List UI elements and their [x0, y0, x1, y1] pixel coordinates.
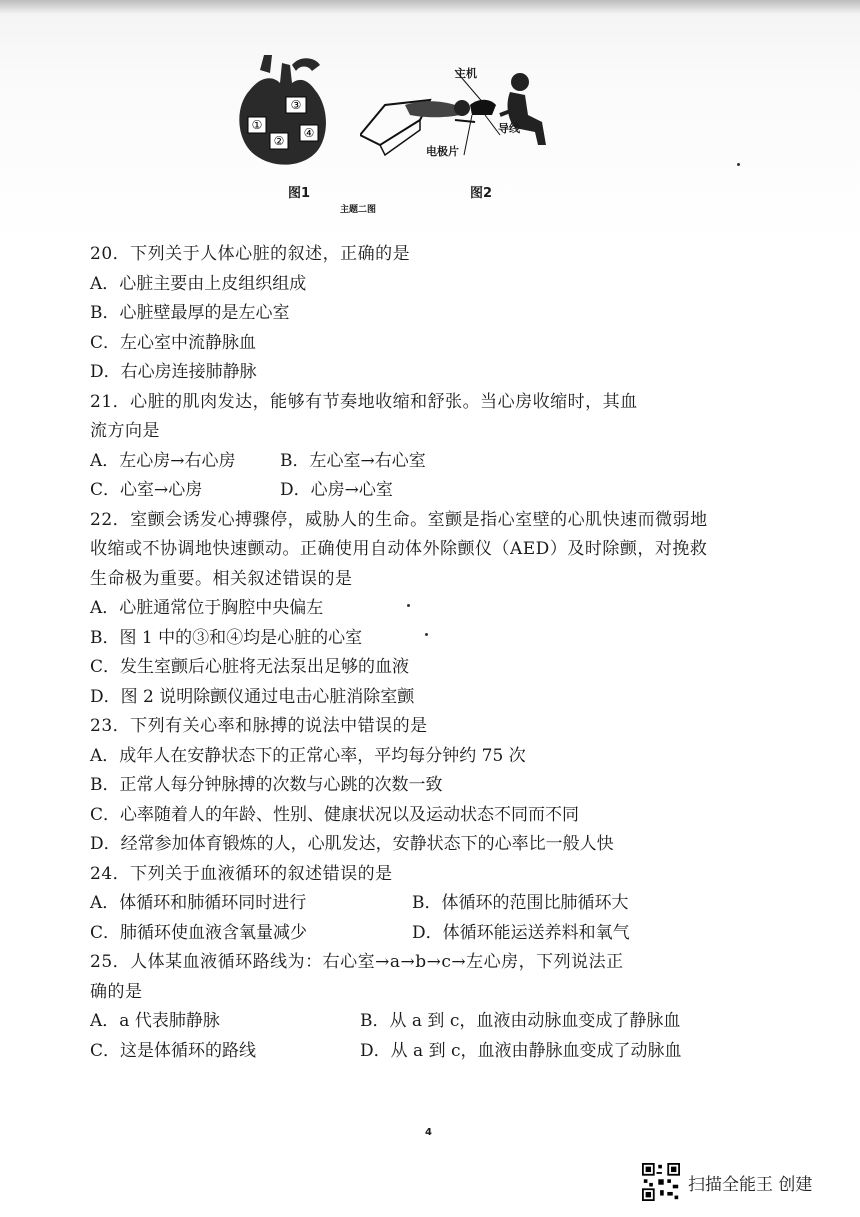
answer-option: D．从 a 到 c，血液由静脉血变成了动脉血 — [360, 1040, 682, 1061]
answer-option: B．心脏壁最厚的是左心室 — [90, 303, 290, 323]
scan-shadow — [0, 0, 860, 14]
answer-option: A．心脏通常位于胸腔中央偏左 — [90, 598, 324, 618]
answer-option: A．心脏主要由上皮组织组成 — [90, 273, 307, 294]
question-22-stem: 22．室颤会诱发心搏骤停，威胁人的生命。室颤是指心室壁的心肌快速而微弱地 — [90, 509, 708, 530]
option-row — [90, 624, 790, 654]
answer-option: D．右心房连接肺静脉 — [90, 362, 257, 382]
option-row — [90, 683, 790, 713]
answer-option: D．经常参加体育锻炼的人，心肌发达，安静状态下的心率比一般人快 — [90, 834, 614, 854]
fig2-label-wire: 导线 — [498, 122, 520, 135]
figures-area — [230, 55, 560, 225]
option-row — [90, 889, 790, 919]
option-row — [90, 270, 790, 300]
heart-label-4: ④ — [303, 126, 315, 140]
question-20-stem: 20．下列关于人体心脏的叙述，正确的是 — [90, 244, 411, 264]
answer-option: C．发生室颤后心脏将无法泵出足够的血液 — [90, 657, 410, 677]
option-row — [90, 1037, 790, 1067]
question-21-stem: 流方向是 — [90, 421, 160, 441]
option-row — [90, 358, 790, 388]
answer-option: C．心室→心房 — [90, 480, 203, 500]
heart-label-1: ① — [251, 118, 263, 132]
answer-option: A．左心房→右心房 — [90, 450, 236, 471]
answer-option: A．a 代表肺静脉 — [90, 1011, 220, 1031]
option-row — [90, 329, 790, 359]
heart-label-3: ③ — [290, 98, 302, 112]
option-row — [90, 919, 790, 949]
scan-speck — [407, 604, 410, 607]
option-row — [90, 653, 790, 683]
question-22-stem: 收缩或不协调地快速颤动。正确使用自动体外除颤仪（AED）及时除颤，对挽救 — [90, 539, 708, 559]
question-23-stem: 23．下列有关心率和脉搏的说法中错误的是 — [90, 716, 428, 736]
scanner-watermark — [642, 1162, 842, 1202]
option-row — [90, 476, 790, 506]
question-25-stem: 25．人体某血液循环路线为：右心室→a→b→c→左心房，下列说法正 — [90, 952, 624, 972]
scan-speck — [737, 163, 740, 166]
question-21-stem: 21．心脏的肌肉发达，能够有节奏地收缩和舒张。当心房收缩时，其血 — [90, 391, 638, 412]
option-row — [90, 801, 790, 831]
option-row — [90, 1007, 790, 1037]
answer-option: C．心率随着人的年龄、性别、健康状况以及运动状态不同而不同 — [90, 804, 580, 825]
question-22-stem: 生命极为重要。相关叙述错误的是 — [90, 568, 353, 589]
answer-option: B．正常人每分钟脉搏的次数与心跳的次数一致 — [90, 775, 443, 795]
question-24-stem: 24．下列关于血液循环的叙述错误的是 — [90, 863, 393, 884]
option-row — [90, 771, 790, 801]
answer-option: B．图 1 中的③和④均是心脏的心室 — [90, 627, 363, 648]
page-number: 4 — [425, 1127, 432, 1138]
answer-option: C．肺循环使血液含氧量减少 — [90, 922, 308, 943]
qr-code-icon — [642, 1163, 680, 1201]
watermark-text: 扫描全能王 创建 — [688, 1174, 813, 1195]
option-row — [90, 299, 790, 329]
answer-option: D．图 2 说明除颤仪通过电击心脏消除室颤 — [90, 686, 415, 707]
theme-caption: 主题二图 — [340, 205, 377, 215]
option-row — [90, 447, 790, 477]
heart-diagram — [230, 55, 340, 170]
figure-2-caption: 图2 — [470, 186, 493, 201]
answer-option: A．成年人在安静状态下的正常心率，平均每分钟约 75 次 — [90, 745, 526, 766]
answer-option: C．左心室中流静脉血 — [90, 332, 257, 353]
fig2-label-electrode: 电极片 — [426, 145, 459, 158]
answer-option: A．体循环和肺循环同时进行 — [90, 893, 307, 913]
option-row — [90, 594, 790, 624]
option-row — [90, 830, 790, 860]
fig2-label-host: 主机 — [455, 67, 477, 80]
option-row — [90, 742, 790, 772]
question-list — [90, 240, 790, 1066]
answer-option: C．这是体循环的路线 — [90, 1040, 257, 1061]
answer-option: B．左心室→右心室 — [280, 450, 426, 471]
answer-option: B．体循环的范围比肺循环大 — [412, 893, 629, 913]
scan-speck — [425, 633, 428, 636]
answer-option: D．心房→心室 — [280, 480, 393, 500]
answer-option: B．从 a 到 c，血液由动脉血变成了静脉血 — [360, 1011, 681, 1031]
heart-label-2: ② — [273, 134, 285, 148]
figure-1-caption: 图1 — [288, 186, 311, 201]
question-25-stem: 确的是 — [90, 981, 143, 1002]
answer-option: D．体循环能运送养料和氧气 — [412, 922, 630, 943]
